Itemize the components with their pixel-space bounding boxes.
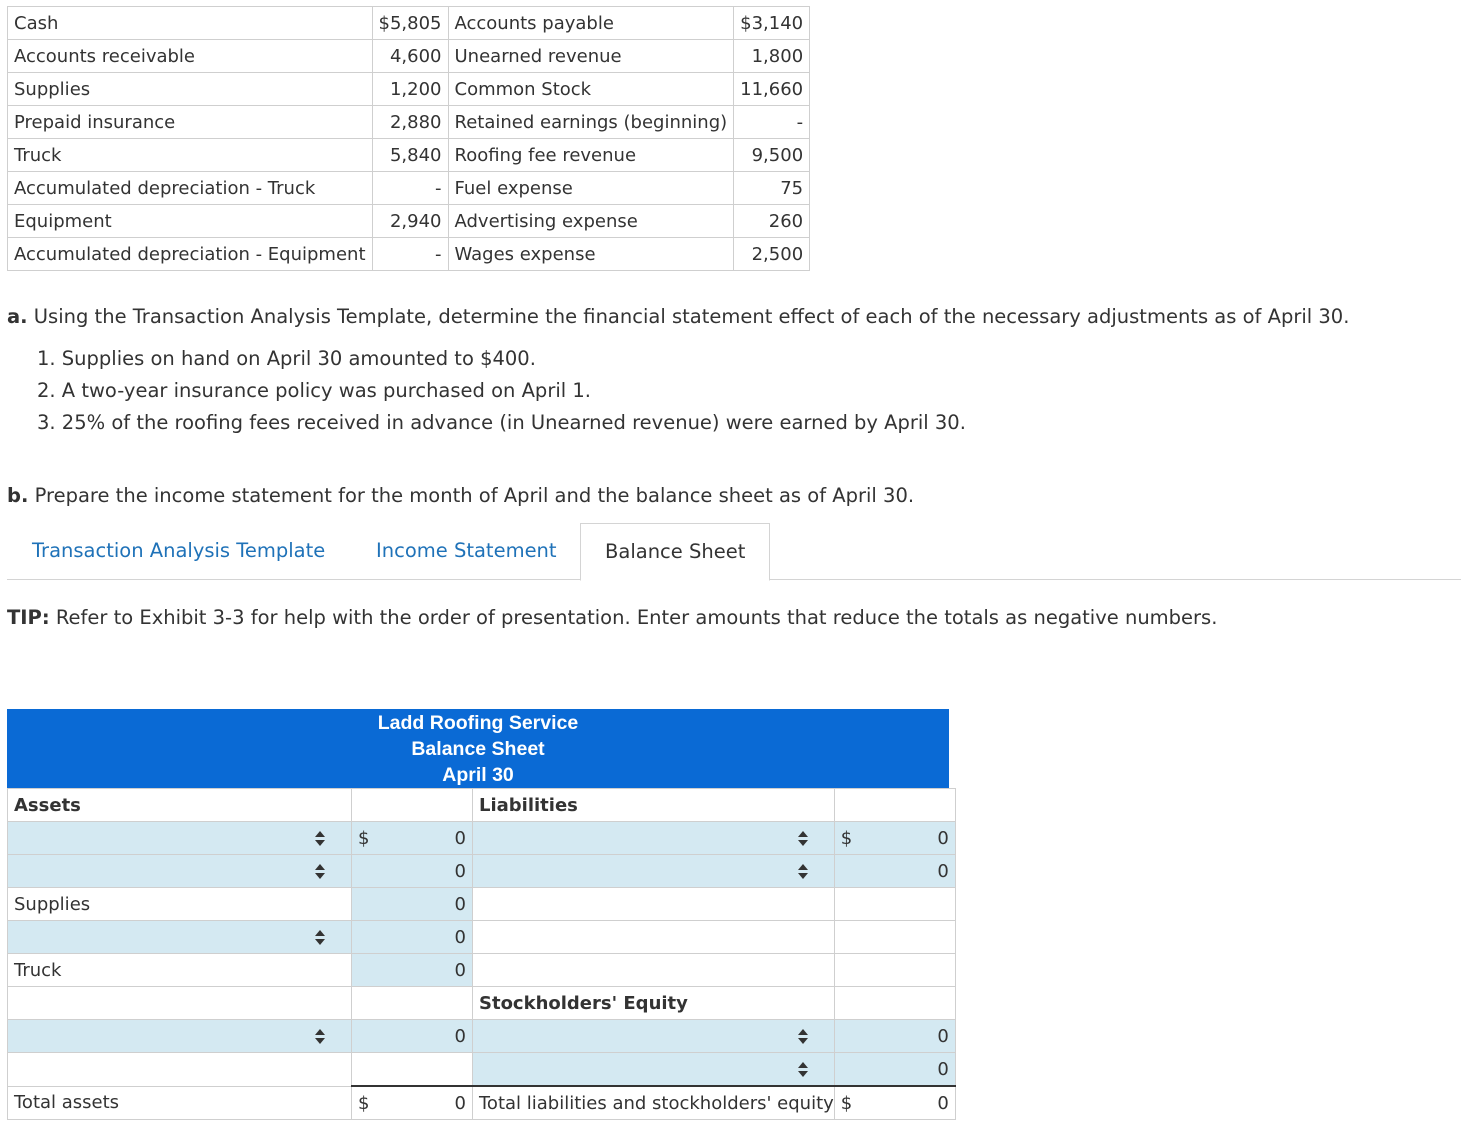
total-assets-value: $ 0 <box>352 1086 473 1120</box>
account-name: Retained earnings (beginning) <box>448 106 734 139</box>
asset-amount-input-4[interactable]: 0 <box>352 1020 473 1053</box>
total-liabilities-equity-label: Total liabilities and stockholders' equity <box>473 1086 835 1120</box>
table-row <box>8 921 956 954</box>
supplies-label: Supplies <box>8 888 352 921</box>
table-row <box>8 1086 956 1120</box>
account-balance: 1,200 <box>372 73 448 106</box>
account-name: Accounts receivable <box>8 40 373 73</box>
tab-income-statement[interactable]: Income Statement <box>376 539 557 562</box>
liability-amount-input-2[interactable]: 0 <box>834 855 955 888</box>
liabilities-heading: Liabilities <box>473 789 835 822</box>
table-row <box>8 172 810 205</box>
dollar-sign: $ <box>358 828 370 849</box>
account-name: Unearned revenue <box>448 40 734 73</box>
account-balance: - <box>372 238 448 271</box>
table-row <box>8 789 956 822</box>
account-name: Roofing fee revenue <box>448 139 734 172</box>
tab-transaction-analysis[interactable]: Transaction Analysis Template <box>32 539 326 562</box>
statement-date: April 30 <box>442 764 514 786</box>
select-arrows-icon <box>315 930 325 946</box>
table-row <box>8 954 956 987</box>
equity-amount-input-2[interactable]: 0 <box>834 1053 955 1087</box>
part-a-instruction: a. Using the Transaction Analysis Template, determine the financial statement effect of each of the necessary adjustments as of April 30. <box>7 305 1350 328</box>
select-arrows-icon <box>798 1029 808 1045</box>
table-row <box>8 205 810 238</box>
account-name: Advertising expense <box>448 205 734 238</box>
liability-account-select-1[interactable] <box>473 822 835 855</box>
account-name: Cash <box>8 7 373 40</box>
tab-balance-sheet[interactable]: Balance Sheet <box>580 523 770 581</box>
equity-heading: Stockholders' Equity <box>473 987 835 1020</box>
account-name: Accounts payable <box>448 7 734 40</box>
liability-account-select-2[interactable] <box>473 855 835 888</box>
table-row <box>8 73 810 106</box>
select-arrows-icon <box>798 864 808 880</box>
table-row <box>8 106 810 139</box>
select-arrows-icon <box>798 831 808 847</box>
supplies-amount-input[interactable]: 0 <box>352 888 473 921</box>
equity-amount-input-1[interactable]: 0 <box>834 1020 955 1053</box>
asset-account-select-2[interactable] <box>8 855 352 888</box>
balance-sheet-header <box>7 709 949 788</box>
account-name: Supplies <box>8 73 373 106</box>
table-row <box>8 40 810 73</box>
total-liabilities-equity-value: $ 0 <box>834 1086 955 1120</box>
dollar-sign: $ <box>840 1093 853 1114</box>
table-row <box>8 822 956 855</box>
select-arrows-icon <box>315 831 325 847</box>
account-balance: 2,880 <box>372 106 448 139</box>
dollar-sign: $ <box>840 828 853 849</box>
table-row <box>8 1020 956 1053</box>
equity-account-select-1[interactable] <box>473 1020 835 1053</box>
asset-amount-input-3[interactable]: 0 <box>352 921 473 954</box>
adjustment-item-3: 3. 25% of the roofing fees received in advance (in Unearned revenue) were earned by April 30. <box>37 411 966 434</box>
truck-label: Truck <box>8 954 352 987</box>
asset-amount-input-2[interactable]: 0 <box>352 855 473 888</box>
account-balance: 75 <box>734 172 810 205</box>
asset-account-select-1[interactable] <box>8 822 352 855</box>
statement-title: Balance Sheet <box>411 738 545 760</box>
select-arrows-icon <box>315 864 325 880</box>
account-name: Accumulated depreciation - Equipment <box>8 238 373 271</box>
table-row <box>8 888 956 921</box>
account-name: Common Stock <box>448 73 734 106</box>
truck-amount-input[interactable]: 0 <box>352 954 473 987</box>
account-name: Accumulated depreciation - Truck <box>8 172 373 205</box>
account-name: Truck <box>8 139 373 172</box>
statement-tabs <box>7 523 1461 580</box>
account-balance: $3,140 <box>734 7 810 40</box>
dollar-sign: $ <box>358 1093 370 1114</box>
account-balance: 9,500 <box>734 139 810 172</box>
select-arrows-icon <box>315 1029 325 1045</box>
account-balance: 260 <box>734 205 810 238</box>
assets-heading: Assets <box>8 789 352 822</box>
part-b-instruction: b. Prepare the income statement for the month of April and the balance sheet as of April 30. <box>7 484 915 507</box>
balance-sheet-table <box>7 788 956 1120</box>
asset-amount-input-1[interactable]: $ 0 <box>352 822 473 855</box>
equity-account-select-2[interactable] <box>473 1053 835 1087</box>
adjustment-item-2: 2. A two-year insurance policy was purchased on April 1. <box>37 379 591 402</box>
account-name: Equipment <box>8 205 373 238</box>
asset-account-select-4[interactable] <box>8 1020 352 1053</box>
account-balance: - <box>372 172 448 205</box>
adjustment-item-1: 1. Supplies on hand on April 30 amounted to $400. <box>37 347 536 370</box>
account-name: Prepaid insurance <box>8 106 373 139</box>
company-name: Ladd Roofing Service <box>377 712 579 734</box>
account-balance: $5,805 <box>372 7 448 40</box>
account-balance: - <box>734 106 810 139</box>
account-balance: 1,800 <box>734 40 810 73</box>
account-name: Fuel expense <box>448 172 734 205</box>
asset-account-select-3[interactable] <box>8 921 352 954</box>
table-row <box>8 987 956 1020</box>
liability-amount-input-1[interactable]: $ 0 <box>834 822 955 855</box>
account-balance: 11,660 <box>734 73 810 106</box>
table-row <box>8 855 956 888</box>
table-row <box>8 1053 956 1087</box>
total-assets-label: Total assets <box>8 1086 352 1120</box>
account-name: Wages expense <box>448 238 734 271</box>
tip-text: TIP: Refer to Exhibit 3-3 for help with the order of presentation. Enter amounts that reduce the totals as negative numbers. <box>7 606 1218 629</box>
account-balance: 4,600 <box>372 40 448 73</box>
account-balance: 2,500 <box>734 238 810 271</box>
trial-balance-table <box>7 6 810 271</box>
account-balance: 2,940 <box>372 205 448 238</box>
table-row <box>8 139 810 172</box>
select-arrows-icon <box>798 1062 808 1078</box>
account-balance: 5,840 <box>372 139 448 172</box>
table-row <box>8 238 810 271</box>
table-row <box>8 7 810 40</box>
